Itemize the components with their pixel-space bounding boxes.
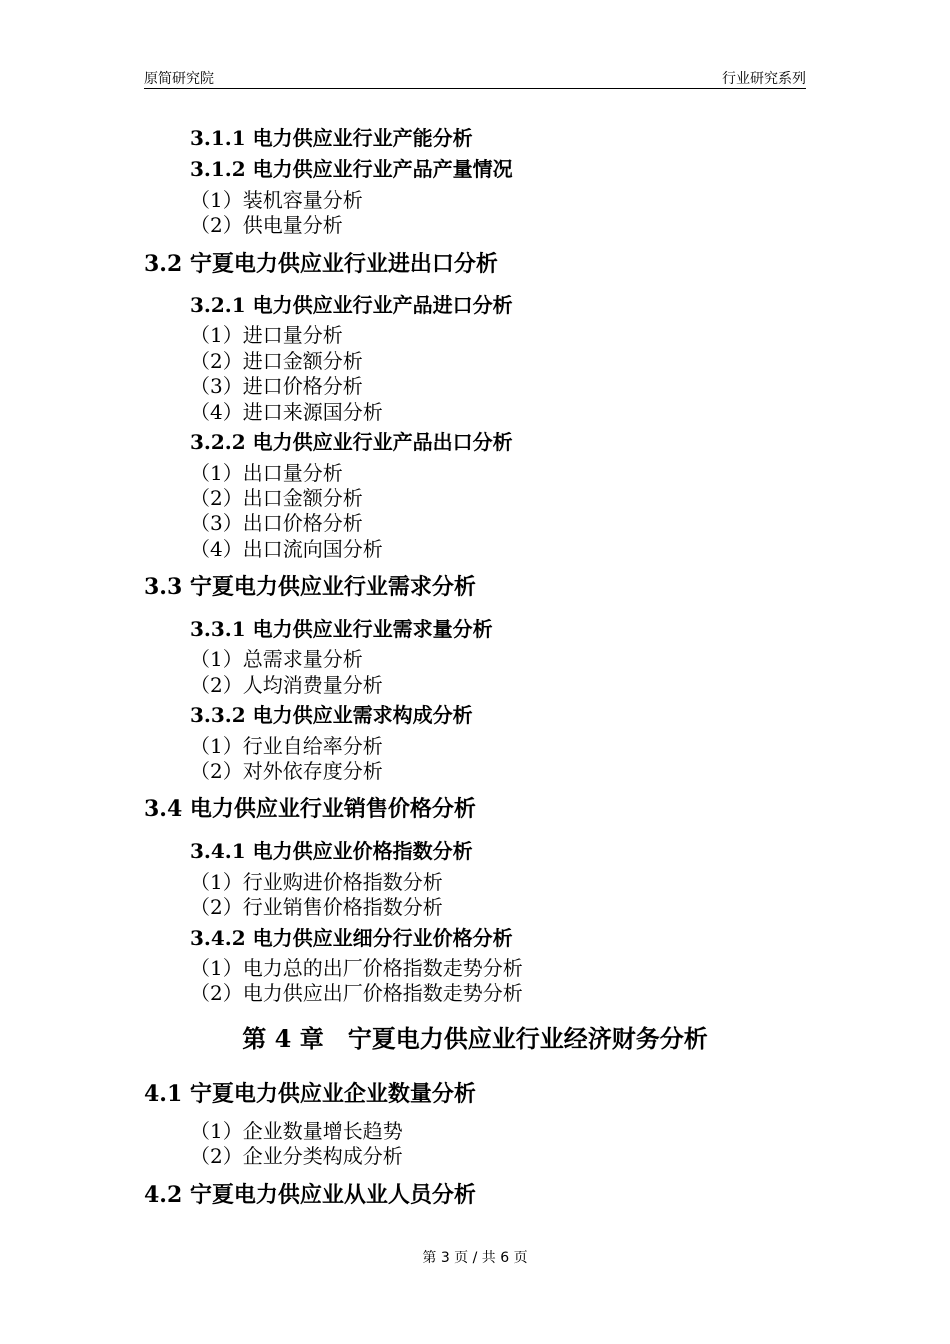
toc-heading-3: 3.1.2 电力供应业行业产品产量情况 <box>190 157 513 181</box>
toc-item: （1）行业购进价格指数分析 <box>190 870 443 894</box>
toc-item: （2）企业分类构成分析 <box>190 1144 403 1168</box>
page-number: 第 3 页 / 共 6 页 <box>422 1250 528 1266</box>
toc-item: （4）进口来源国分析 <box>190 400 383 424</box>
page-header <box>144 66 806 89</box>
header-series-name: 行业研究系列 <box>722 71 806 87</box>
header-org-name: 原简研究院 <box>144 71 214 87</box>
toc-heading-2: 4.2 宁夏电力供应业从业人员分析 <box>144 1182 476 1208</box>
toc-heading-3: 3.4.1 电力供应业价格指数分析 <box>190 839 473 863</box>
toc-item: （3）进口价格分析 <box>190 374 363 398</box>
toc-heading-2: 3.3 宁夏电力供应业行业需求分析 <box>144 574 476 600</box>
toc-item: （1）进口量分析 <box>190 323 343 347</box>
toc-item: （2）进口金额分析 <box>190 349 363 373</box>
toc-heading-3: 3.2.1 电力供应业行业产品进口分析 <box>190 293 513 317</box>
toc-item: （1）总需求量分析 <box>190 647 363 671</box>
toc-item: （1）行业自给率分析 <box>190 734 383 758</box>
toc-heading-3: 3.1.1 电力供应业行业产能分析 <box>190 126 473 150</box>
toc-item: （3）出口价格分析 <box>190 511 363 535</box>
toc-item: （1）装机容量分析 <box>190 188 363 212</box>
toc-heading-3: 3.2.2 电力供应业行业产品出口分析 <box>190 430 513 454</box>
toc-item: （2）人均消费量分析 <box>190 673 383 697</box>
toc-heading-2: 3.2 宁夏电力供应业行业进出口分析 <box>144 251 498 277</box>
toc-item: （2）电力供应出厂价格指数走势分析 <box>190 981 523 1005</box>
chapter-heading: 第 4 章 宁夏电力供应业行业经济财务分析 <box>242 1024 708 1053</box>
toc-item: （2）供电量分析 <box>190 213 343 237</box>
toc-item: （1）出口量分析 <box>190 461 343 485</box>
toc-heading-2: 4.1 宁夏电力供应业企业数量分析 <box>144 1081 476 1107</box>
toc-item: （2）出口金额分析 <box>190 486 363 510</box>
toc-item: （4）出口流向国分析 <box>190 537 383 561</box>
toc-heading-2: 3.4 电力供应业行业销售价格分析 <box>144 796 476 822</box>
toc-item: （2）行业销售价格指数分析 <box>190 895 443 919</box>
toc-item: （1）企业数量增长趋势 <box>190 1119 403 1143</box>
toc-heading-3: 3.3.1 电力供应业行业需求量分析 <box>190 617 493 641</box>
toc-item: （2）对外依存度分析 <box>190 759 383 783</box>
toc-item: （1）电力总的出厂价格指数走势分析 <box>190 956 523 980</box>
toc-heading-3: 3.3.2 电力供应业需求构成分析 <box>190 703 473 727</box>
toc-heading-3: 3.4.2 电力供应业细分行业价格分析 <box>190 926 513 950</box>
